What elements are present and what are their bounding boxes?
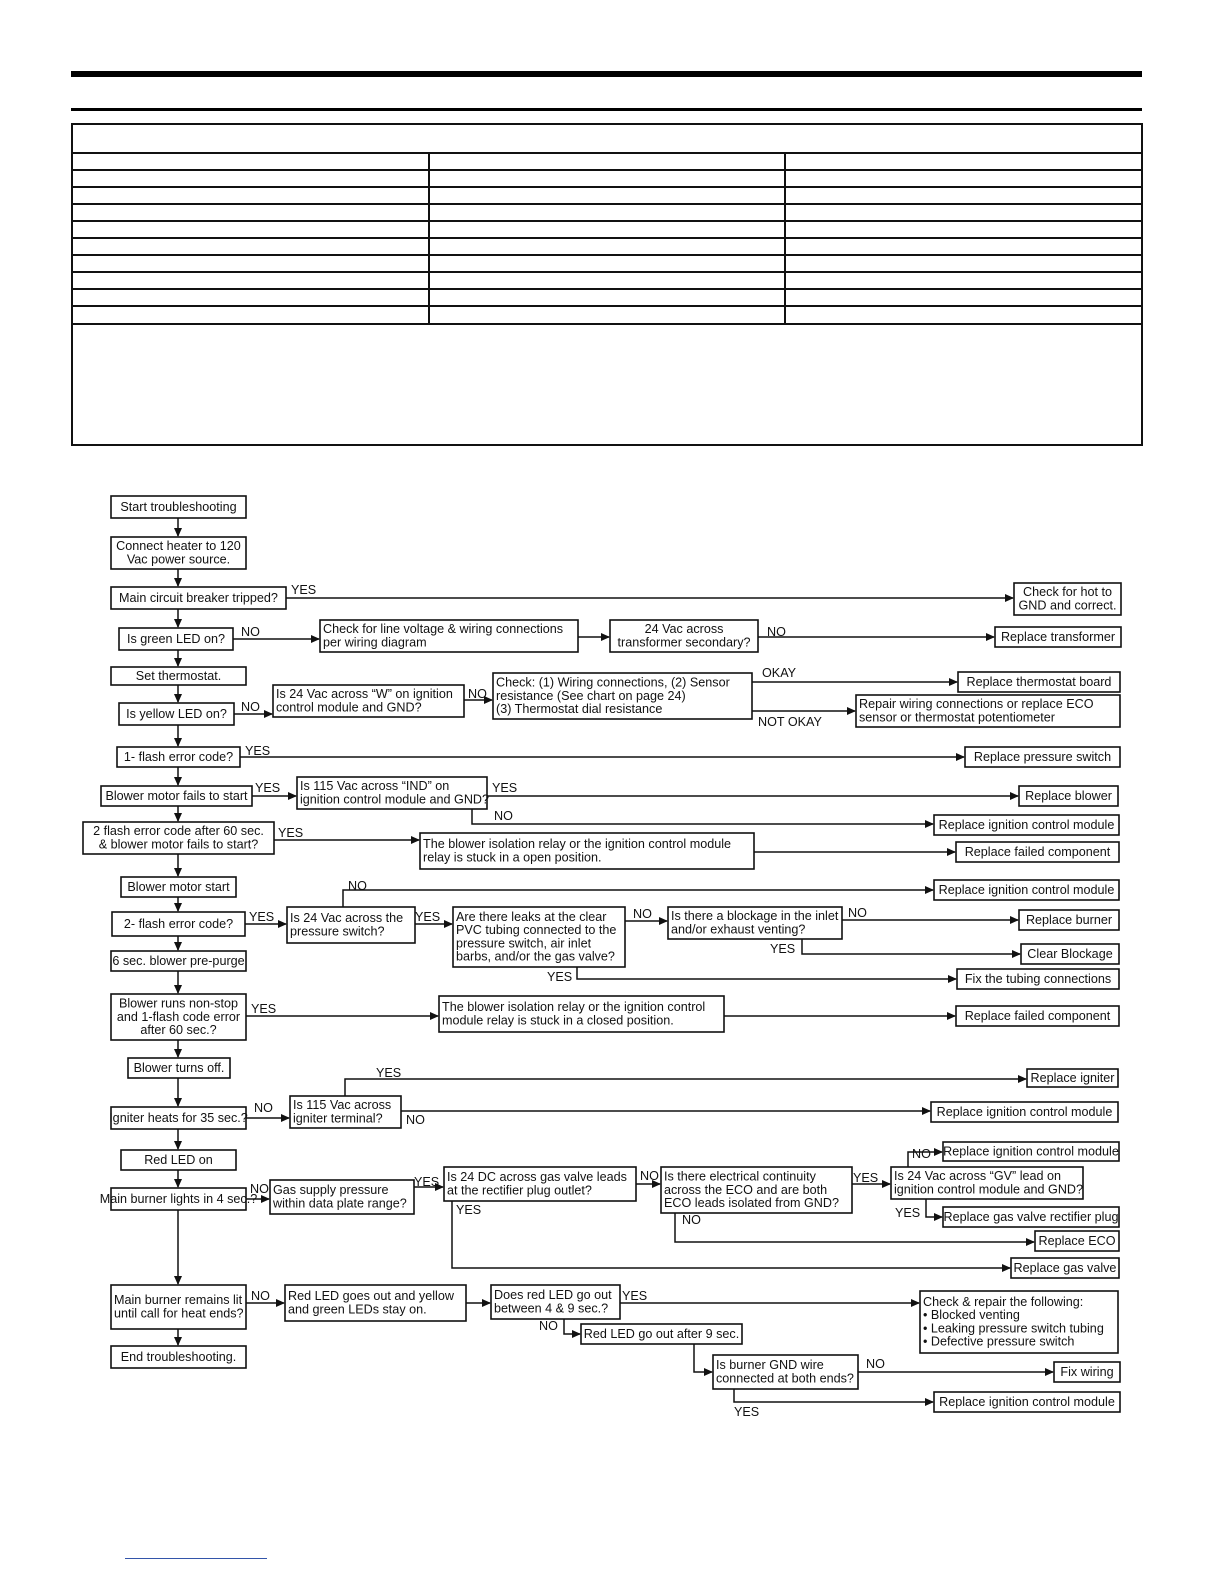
node-red-4-9 (491, 1285, 620, 1319)
node-text: ignition control module and GND? (300, 792, 490, 807)
node-text: The blower isolation relay or the ignition control (442, 1000, 706, 1015)
node-repair-eco (856, 695, 1120, 727)
node-text: Igniter heats for 35 sec.? (109, 1110, 248, 1125)
node-flash1 (117, 747, 240, 767)
branch-label: NO (633, 907, 652, 921)
node-text: and 1-flash code error (116, 1009, 241, 1024)
node-text: Does red LED go out (494, 1288, 612, 1303)
node-text: Clear Blockage (1027, 946, 1113, 961)
node-text: Blower runs non-stop (118, 996, 239, 1011)
node-text: • Leaking pressure switch tubing (923, 1321, 1104, 1336)
node-text: End troubleshooting. (120, 1349, 237, 1364)
node-repl-icm5 (934, 1392, 1120, 1412)
node-text: transformer secondary? (617, 635, 751, 650)
node-text: and green LEDs stay on. (288, 1302, 427, 1317)
node-green-led (119, 628, 233, 650)
node-text: Is green LED on? (126, 631, 226, 646)
node-text: 24 Vac across (644, 622, 724, 637)
node-text: module relay is stuck in a closed position. (442, 1013, 674, 1028)
node-check-repair (920, 1291, 1118, 1353)
branch-label: NO (468, 687, 487, 701)
node-red-out (285, 1285, 466, 1321)
node-text: Blower turns off. (133, 1060, 225, 1075)
node-fix-wiring (1054, 1362, 1120, 1382)
branch-label: NO (251, 1289, 270, 1303)
node-text: Main circuit breaker tripped? (119, 590, 278, 605)
node-text: Are there leaks at the clear (456, 910, 607, 924)
node-text: Replace blower (1025, 788, 1112, 803)
branch-label: YES (734, 1405, 760, 1419)
node-igniter-heats (109, 1107, 248, 1129)
node-relay-closed (439, 996, 724, 1032)
node-red-led-on (121, 1150, 236, 1170)
node-text: Is burner GND wire (716, 1358, 824, 1373)
node-text: Replace burner (1025, 912, 1113, 927)
node-repl-thermo-board (958, 672, 1120, 692)
connector-arrow (694, 1344, 712, 1372)
node-text: Fix wiring (1060, 1364, 1114, 1379)
node-vac24-trans (610, 620, 758, 652)
connector-arrow (926, 1199, 942, 1217)
branch-label: YES (414, 1175, 440, 1189)
node-repl-burner (1019, 910, 1119, 930)
node-text: Is 24 DC across gas valve leads (447, 1170, 627, 1185)
node-text: Replace ECO (1038, 1233, 1116, 1248)
branch-label: YES (492, 781, 518, 795)
branch-label: YES (245, 744, 271, 758)
node-text: Blower motor fails to start (105, 788, 248, 803)
node-text: Replace pressure switch (973, 749, 1112, 764)
node-text: Red LED go out after 9 sec. (583, 1326, 740, 1341)
branch-label: NO (767, 625, 786, 639)
node-prepurge (111, 951, 246, 971)
node-repl-icm3 (931, 1102, 1118, 1122)
node-text: Replace ignition control module (938, 817, 1115, 832)
connector-arrow (345, 1079, 1026, 1096)
branch-label: NO (912, 1147, 931, 1161)
node-text: • Defective pressure switch (923, 1334, 1075, 1349)
node-repl-failed1 (956, 842, 1119, 862)
node-check-hot (1014, 583, 1121, 615)
node-text: & blower motor fails to start? (98, 837, 259, 852)
node-blockage (668, 907, 842, 939)
node-burner-remains (111, 1285, 246, 1329)
branch-label: NO (848, 906, 867, 920)
branch-label: NO (254, 1101, 273, 1115)
node-text: relay is stuck in a open position. (423, 850, 602, 865)
node-repl-gas-valve (1011, 1258, 1119, 1278)
connector-arrow (472, 809, 933, 824)
node-text: 1- flash error code? (123, 749, 234, 764)
node-vac115-ind (297, 777, 489, 809)
branch-label: NO (640, 1169, 659, 1183)
node-fix-tubing (957, 969, 1119, 989)
node-text: Main burner remains lit (114, 1293, 243, 1308)
node-text: and/or exhaust venting? (671, 922, 806, 937)
node-text: Start troubleshooting (120, 499, 237, 514)
node-text: Replace failed component (964, 1008, 1111, 1023)
node-vac115-igniter (290, 1096, 401, 1128)
connector-arrow (734, 1389, 933, 1402)
node-text: • Blocked venting (923, 1308, 1020, 1323)
node-text: at the rectifier plug outlet? (447, 1183, 592, 1198)
node-text: ignition control module and GND? (894, 1182, 1084, 1197)
node-repl-pressure-switch (965, 747, 1120, 767)
node-text: Red LED goes out and yellow (288, 1289, 454, 1304)
node-text: Red LED on (144, 1152, 213, 1167)
node-text: after 60 sec.? (140, 1023, 217, 1037)
node-text: Is 24 Vac across “GV” lead on (894, 1169, 1062, 1184)
node-blower-off (128, 1058, 230, 1078)
connector-arrow (802, 939, 1020, 954)
node-line-voltage (320, 620, 578, 652)
node-text: GND and correct. (1018, 598, 1117, 613)
node-text: Replace ignition control module (936, 1104, 1113, 1119)
node-text: Check for line voltage & wiring connections (323, 622, 564, 637)
branch-label: OKAY (762, 666, 797, 680)
node-text: connected at both ends? (716, 1371, 854, 1386)
node-check-wiring (493, 673, 752, 719)
node-text: resistance (See chart on page 24) (496, 688, 686, 703)
node-end (111, 1346, 246, 1368)
node-text: Connect heater to 120 (116, 539, 241, 554)
node-text: Replace igniter (1030, 1070, 1115, 1085)
node-text: Replace failed component (964, 844, 1111, 859)
branch-label: NO (250, 1182, 269, 1196)
node-text: igniter terminal? (293, 1111, 383, 1126)
node-text: barbs, and/or the gas valve? (456, 949, 615, 964)
branch-label: YES (255, 781, 281, 795)
node-text: pressure switch, air inlet (456, 936, 592, 951)
node-dc24-gv (444, 1167, 636, 1201)
branch-label: YES (853, 1171, 879, 1185)
node-repl-icm4 (943, 1142, 1119, 1161)
connector-arrow (564, 1319, 580, 1334)
branch-label: NO (348, 879, 367, 893)
node-text: Check & repair the following: (923, 1295, 1084, 1309)
node-leaks (453, 907, 625, 967)
node-text: Replace gas valve rectifier plug (943, 1209, 1119, 1224)
node-continuity (661, 1167, 852, 1213)
branch-label: NOT OKAY (758, 715, 822, 729)
node-text: Blower motor start (127, 879, 230, 894)
node-repl-icm1 (934, 815, 1119, 835)
branch-label: NO (241, 625, 260, 639)
branch-label: YES (249, 910, 275, 924)
node-text: Is 24 Vac across “W” on ignition (276, 687, 453, 702)
branch-label: YES (376, 1066, 402, 1080)
node-text: Is 24 Vac across the (290, 911, 404, 926)
node-set-thermostat (111, 667, 246, 685)
node-flash2-60 (83, 822, 274, 854)
node-relay-open (420, 833, 754, 869)
node-text: Is there a blockage in the inlet (671, 909, 839, 924)
branch-label: YES (291, 583, 317, 597)
node-text: Set thermostat. (135, 668, 222, 683)
node-text: Check: (1) Wiring connections, (2) Sensor (496, 675, 730, 690)
branch-label: YES (547, 970, 573, 984)
branch-label: YES (895, 1206, 921, 1220)
node-text: Fix the tubing connections (964, 971, 1112, 986)
node-vac24-gv (891, 1167, 1083, 1199)
node-text: PVC tubing connected to the (456, 923, 617, 938)
node-text: sensor or thermostat potentiometer (859, 710, 1055, 725)
node-breaker (111, 587, 286, 609)
node-repl-failed2 (956, 1006, 1119, 1026)
node-text: Is 115 Vac across “IND” on (300, 779, 450, 794)
branch-label: YES (622, 1289, 648, 1303)
branch-label: NO (406, 1113, 425, 1127)
node-text: 2- flash error code? (123, 916, 234, 931)
node-blower-nonstop (111, 994, 246, 1040)
node-text: 2 flash error code after 60 sec. (93, 824, 264, 839)
node-vac24-w (273, 685, 464, 717)
branch-label: YES (278, 826, 304, 840)
node-repl-transformer (995, 627, 1121, 647)
node-text: Check for hot to (1023, 585, 1112, 600)
footer-link-underline (125, 1558, 267, 1559)
node-vac24-ps (287, 907, 415, 943)
node-text: until call for heat ends? (114, 1306, 244, 1321)
node-flash2 (112, 912, 245, 936)
connector-arrow (577, 967, 956, 979)
branch-label: YES (770, 942, 796, 956)
node-text: Is 115 Vac across (293, 1098, 392, 1113)
node-text: Replace ignition control module (938, 882, 1115, 897)
branch-label: NO (682, 1213, 701, 1227)
node-text: Replace gas valve (1013, 1260, 1117, 1275)
node-text: The blower isolation relay or the ignition control module (423, 837, 732, 852)
node-blower-fails (101, 786, 252, 806)
branch-label: YES (456, 1203, 482, 1217)
connector-arrow (343, 890, 933, 907)
node-clear-blockage (1021, 944, 1119, 964)
node-text: control module and GND? (276, 700, 422, 715)
node-text: per wiring diagram (323, 635, 427, 650)
node-burner-lights (100, 1188, 258, 1210)
node-text: Vac power source. (126, 552, 231, 567)
branch-label: NO (539, 1319, 558, 1333)
node-text: Replace ignition control module (943, 1144, 1119, 1159)
branch-label: NO (494, 809, 513, 823)
node-connect (111, 537, 246, 569)
node-text: Is there electrical continuity (664, 1169, 816, 1184)
node-repl-rectifier (943, 1207, 1119, 1227)
node-gnd-wire (713, 1355, 858, 1389)
node-yellow-led (119, 703, 234, 725)
node-text: Replace thermostat board (966, 674, 1112, 689)
node-text: Gas supply pressure (273, 1183, 389, 1198)
node-text: pressure switch? (290, 924, 385, 939)
node-start (111, 496, 246, 518)
node-blower-start (121, 877, 236, 897)
node-text: Is yellow LED on? (126, 706, 227, 721)
node-text: Main burner lights in 4 sec.? (99, 1191, 258, 1206)
node-red-after9 (581, 1324, 742, 1344)
branch-label: YES (251, 1002, 277, 1016)
node-gas-supply (270, 1180, 414, 1214)
branch-label: NO (866, 1357, 885, 1371)
node-repl-blower (1019, 786, 1118, 806)
node-text: between 4 & 9 sec.? (494, 1301, 609, 1316)
branch-label: NO (241, 700, 260, 714)
node-repl-igniter (1027, 1069, 1118, 1087)
node-text: Replace transformer (1000, 629, 1116, 644)
node-repl-icm2 (934, 880, 1119, 900)
node-text: within data plate range? (273, 1196, 407, 1211)
node-repl-eco (1035, 1231, 1119, 1251)
node-text: Repair wiring connections or replace ECO (859, 697, 1094, 712)
branch-label: YES (415, 910, 441, 924)
node-text: Replace ignition control module (939, 1394, 1115, 1409)
node-text: ECO leads isolated from GND? (664, 1196, 839, 1210)
node-text: 6 sec. blower pre-purge (112, 953, 245, 968)
node-text: (3) Thermostat dial resistance (496, 702, 663, 716)
node-text: across the ECO and are both (664, 1182, 828, 1197)
